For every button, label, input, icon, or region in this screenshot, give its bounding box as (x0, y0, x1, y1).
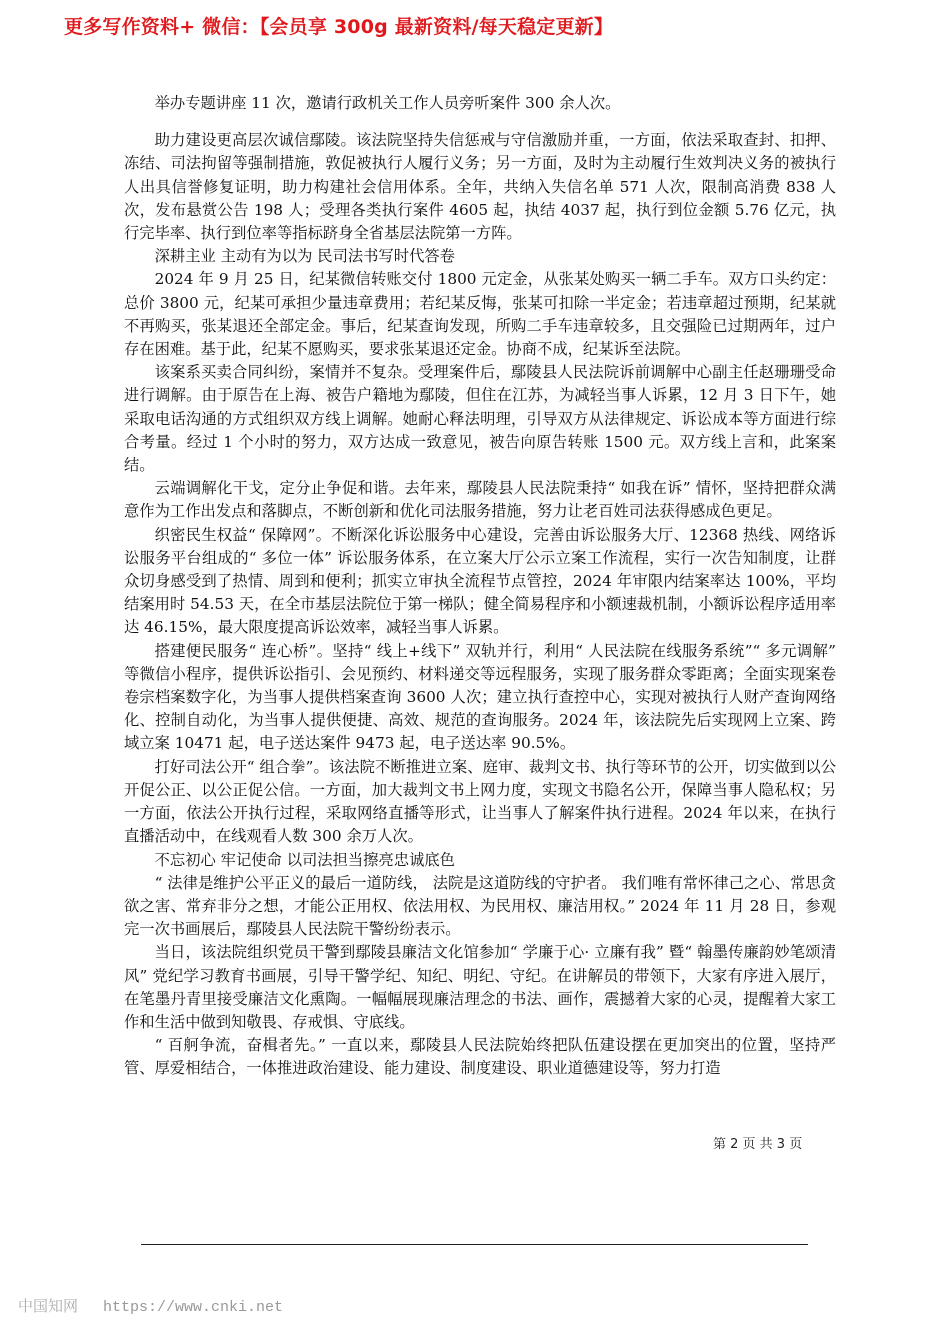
paragraph: 该案系买卖合同纠纷，案情并不复杂。受理案件后，鄢陵县人民法院诉前调解中心副主任赵珊珊受命进行调解。由于原告在上海、被告户籍地为鄢陵，但住在江苏，为减轻当事人诉累，12 月 3 日下午，她采取电话沟通的方式组织双方线上调解。她耐心释法明理，引导双方从法律规定、诉讼成本等方面进行综合考量。经过 1 个小时的努力，双方达成一致意见，被告向原告转账 1500 元。双方线上言和，此案案结。 (124, 363, 836, 475)
section-heading: 深耕主业 主动有为以为 民司法书写时代答卷 (154, 247, 455, 266)
paragraph-continuation: 举办专题讲座 11 次，邀请行政机关工作人员旁听案件 300 余人次。 (154, 94, 621, 112)
promo-banner: 更多写作资料+ 微信：【会员享 300g 最新资料/每天稳定更新】 (64, 16, 614, 38)
paragraph: 织密民生权益“ 保障网”。不断深化诉讼服务中心建设，完善由诉讼服务大厅、12368 热线、网络诉讼服务平台组成的“ 多位一体” 诉讼服务体系，在立案大厅公示立案工作流程，实行一次告知制度，让群众切身感受到了热情、周到和便利；抓实立审执全流程节点管控，2024 年审限内结案率达 100%，平均结案用时 54.53 天，在全市基层法院位于第一梯队；健全简易程序和小额速裁机制，小额诉讼程序适用率达 46.15%，最大限度提高诉讼效率，减轻当事人诉累。 (124, 525, 836, 637)
section-heading: 不忘初心 牢记使命 以司法担当擦亮忠诚底色 (154, 850, 455, 869)
paragraph: “ 法律是维护公平正义的最后一道防线， 法院是这道防线的守护者。 我们唯有常怀律己之心、常思贪欲之害、常弃非分之想，才能公正用权、依法用权、为民用权、廉洁用权。” 2024 年 11 月 28 日，参观完一次书画展后，鄢陵县人民法院干警纷纷表示。 (124, 873, 836, 939)
paragraph: 打好司法公开“ 组合拳”。该法院不断推进立案、庭审、裁判文书、执行等环节的公开，切实做到以公开促公正、以公正促公信。一方面，加大裁判文书上网力度，实现文书隐名公开，保障当事人隐私权；另一方面，依法公开执行过程，采取网络直播等形式，让当事人了解案件执行进程。2024 年以来，在执行直播活动中，在线观看人数 300 余万人次。 (124, 757, 836, 846)
paragraph: 2024 年 9 月 25 日，纪某微信转账交付 1800 元定金，从张某处购买一辆二手车。双方口头约定：总价 3800 元，纪某可承担少量违章费用；若纪某反悔，张某可扣除一半定金；若违章超过预期，纪某就不再购买，张某退还全部定金。事后，纪某查询发现，所购二手车违章较多，且交强险已过期两年，过户存在困难。基于此，纪某不愿购买，要求张某退还定金。协商不成，纪某诉至法院。 (124, 270, 836, 359)
paragraph: 当日，该法院组织党员干警到鄢陵县廉洁文化馆参加“ 学廉于心· 立廉有我” 暨“ 翰墨传廉韵妙笔颂清风” 党纪学习教育书画展，引导干警学纪、知纪、明纪、守纪。在讲解员的带领下，大家有序进入展厅，在笔墨丹青里接受廉洁文化熏陶。一幅幅展现廉洁理念的书法、画作，震撼着大家的心灵，提醒着大家工作和生活中做到知敬畏、存戒惧、守底线。 (124, 943, 836, 1031)
watermark-name: 中国知网 (18, 1297, 79, 1315)
paragraph: 云端调解化干戈，定分止争促和谐。去年来，鄢陵县人民法院秉持“ 如我在诉” 情怀，坚持把群众满意作为工作出发点和落脚点，不断创新和优化司法服务措施，努力让老百姓司法获得感成色更足。 (124, 479, 836, 521)
cnki-watermark (18, 1295, 283, 1316)
document-body (124, 92, 836, 1081)
paragraph: 搭建便民服务“ 连心桥”。坚持“ 线上+线下” 双轨并行，利用“ 人民法院在线服务系统”“ 多元调解” 等微信小程序，提供诉讼指引、会见预约、材料递交等远程服务，实现了服务群众零距离；全面实现案卷卷宗档案数字化，为当事人提供档案查询 3600 人次；建立执行查控中心，实现对被执行人财产查询网络化、控制自动化，为当事人提供便捷、高效、规范的查询服务。2024 年，该法院先后实现网上立案、跨域立案 10471 起，电子送达案件 9473 起，电子送达率 90.5%。 (124, 641, 836, 753)
watermark-url: https://www.cnki.net (103, 1299, 284, 1316)
paragraph: “ 百舸争流，奋楫者先。” 一直以来，鄢陵县人民法院始终把队伍建设摆在更加突出的位置，坚持严管、厚爱相结合，一体推进政治建设、能力建设、制度建设、职业道德建设等，努力打造 (124, 1036, 836, 1078)
footer-divider (141, 1244, 808, 1245)
paragraph: 助力建设更高层次诚信鄢陵。该法院坚持失信惩戒与守信激励并重，一方面，依法采取查封、扣押、冻结、司法拘留等强制措施，敦促被执行人履行义务；另一方面，及时为主动履行生效判决义务的被执行人出具信誉修复证明，助力构建社会信用体系。全年，共纳入失信名单 571 人次，限制高消费 838 人次，发布悬赏公告 198 人；受理各类执行案件 4605 起，执结 4037 起，执行到位金额 5.76 亿元，执行完毕率、执行到位率等指标跻身全省基层法院第一方阵。 (124, 131, 836, 243)
page-indicator: 第 2 页 共 3 页 (713, 1137, 803, 1152)
